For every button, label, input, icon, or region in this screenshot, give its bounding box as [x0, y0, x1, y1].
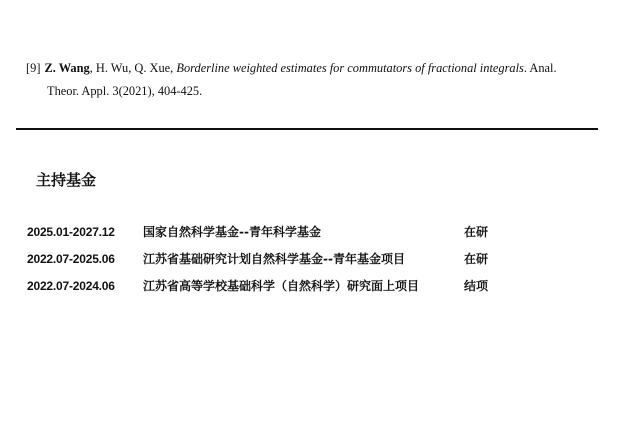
reference-author-main: Z. Wang	[44, 61, 90, 75]
reference-index: [9]	[26, 61, 41, 75]
reference-journal-part2: Theor. Appl. 3(2021), 404-425.	[47, 84, 203, 98]
reference-coauthors: , H. Wu, Q. Xue,	[89, 61, 177, 75]
reference-line-1	[26, 57, 610, 80]
reference-entry	[26, 57, 610, 103]
grant-status: 在研	[464, 252, 489, 266]
grant-period: 2025.01-2027.12	[27, 225, 115, 239]
grant-name: 江苏省高等学校基础科学（自然科学）研究面上项目	[143, 279, 420, 293]
grant-row	[0, 276, 622, 296]
reference-line-2	[26, 80, 610, 103]
grant-status: 在研	[464, 225, 489, 239]
grant-status: 结项	[464, 279, 489, 293]
reference-title: Borderline weighted estimates for commutators of fractional integrals	[176, 61, 524, 75]
section-title: 主持基金	[36, 171, 97, 189]
reference-journal-part1: . Anal.	[523, 61, 557, 75]
grant-period: 2022.07-2025.06	[27, 252, 115, 266]
grant-row	[0, 249, 622, 269]
grant-period: 2022.07-2024.06	[27, 279, 115, 293]
section-divider	[16, 128, 598, 130]
grant-name: 国家自然科学基金--青年科学基金	[143, 225, 321, 239]
grant-row	[0, 222, 622, 242]
grant-name: 江苏省基础研究计划自然科学基金--青年基金项目	[143, 252, 405, 266]
